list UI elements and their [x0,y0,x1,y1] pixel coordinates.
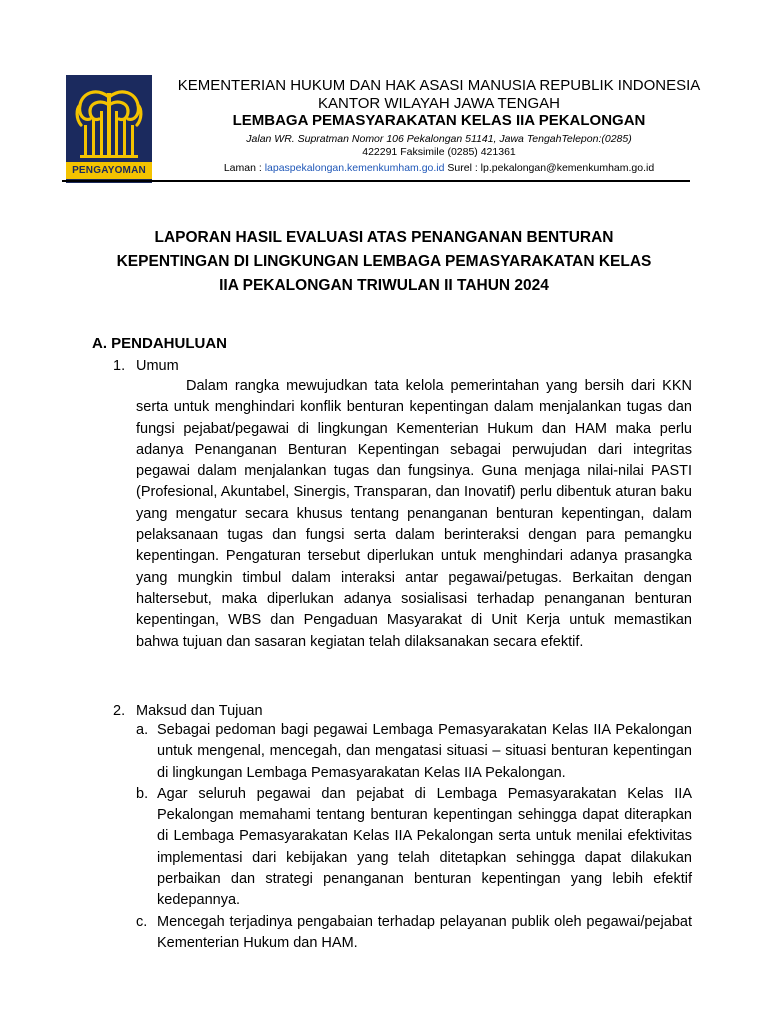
subsection-1-number: 1. [113,358,126,374]
subsection-1-title: Umum [136,358,179,374]
list-item [136,720,692,784]
title-line-3: IIA PEKALONGAN TRIWULAN II TAHUN 2024 [219,277,549,294]
pengayoman-logo [66,75,152,183]
institution-name: LEMBAGA PEMASYARAKATAN KELAS IIA PEKALONGAN [232,112,646,129]
list-item [136,912,692,955]
purpose-list [136,720,692,954]
regional-office: KANTOR WILAYAH JAWA TENGAH [318,95,560,112]
subsection-2-number: 2. [113,703,126,719]
logo-caption: PENGAYOMAN [66,162,152,179]
list-item-text: Agar seluruh pegawai dan pejabat di Lembaga Pemasyarakatan Kelas IIA Pekalongan memahami tentang benturan kepentingan sehingga dapat diterapkan di Lembaga Pemasyarakatan Kelas IIA Pekalongan serta untuk menilai efektivitas implementasi dari kebijakan yang telah ditetapkan sehingga dapat dilakukan perbaikan dan strategi penanganan benturan kepentingan yang lebih efektif kedepannya. [157,785,692,909]
address-line-1: Jalan WR. Supratman Nomor 106 Pekalongan 51141, Jawa TengahTelepon:(0285) [246,133,632,145]
list-item-text: Mencegah terjadinya pengabaian terhadap pelayanan publik oleh pegawai/pejabat Kementerian Hukum dan HAM. [157,913,692,951]
subsection-1-paragraph [136,376,692,653]
general-paragraph: Dalam rangka mewujudkan tata kelola pemerintahan yang bersih dari KKN serta untuk menghindari konflik benturan kepentingan dalam menjalankan tugas dan fungsi pejabat/pegawai di lingkungan Kementerian Hukum dan HAM maka perlu adanya Penanganan Benturan Kepentingan sebagai perwujudan dari integritas pegawai dalam menjalankan tugas dan fungsinya. Guna menjaga nilai-nilai PASTI (Profesional, Akuntabel, Sinergis, Transparan, dan Inovatif) perlu dibentuk aturan baku yang mengatur secara khusus tentang penanganan benturan kepentingan, dalam pelaksanaan tugas dan fungsi serta dalam berinteraksi dengan para pemangku kepentingan. Pengaturan tersebut diperlukan untuk menghindari adanya prasangka yang mungkin timbul dalam interaksi antar pegawai/petugas. Berkaitan dengan haltersebut, maka diperlukan adanya sosialisasi terhadap penanganan benturan kepentingan, WBS dan Pengaduan Masyarakat di Unit Kerja untuk memastikan bahwa tujuan dan sasaran kegiatan telah dilaksanakan secara efektif. [136,378,692,650]
subsection-2-title: Maksud dan Tujuan [136,703,263,719]
ministry-name: KEMENTERIAN HUKUM DAN HAK ASASI MANUSIA REPUBLIK INDONESIA [177,77,701,94]
report-title [70,226,698,298]
website-link[interactable]: lapaspekalongan.kemenkumham.go.id [264,162,445,174]
letterhead-divider [62,180,690,182]
list-item [136,784,692,912]
email-text: Surel : lp.pekalongan@kemenkumham.go.id [447,162,655,174]
list-item-label: a. [136,722,149,738]
contact-line [160,162,718,175]
list-item-text: Sebagai pedoman bagi pegawai Lembaga Pemasyarakatan Kelas IIA Pekalongan untuk mengenal, mencegah, dan mengatasi situasi – situasi benturan kepentingan di lingkungan Lembaga Pemasyarakatan Kelas IIA Pekalongan. [157,722,692,781]
web-label: Laman : [223,162,262,174]
section-heading: A. PENDAHULUAN [92,335,227,352]
title-line-1: LAPORAN HASIL EVALUASI ATAS PENANGANAN BENTURAN [154,229,614,246]
list-item-label: b. [136,785,149,802]
title-line-2: KEPENTINGAN DI LINGKUNGAN LEMBAGA PEMASYARAKATAN KELAS [116,253,652,270]
list-item-label: c. [136,913,148,930]
address-line-2: 422291 Faksimile (0285) 421361 [362,146,516,158]
